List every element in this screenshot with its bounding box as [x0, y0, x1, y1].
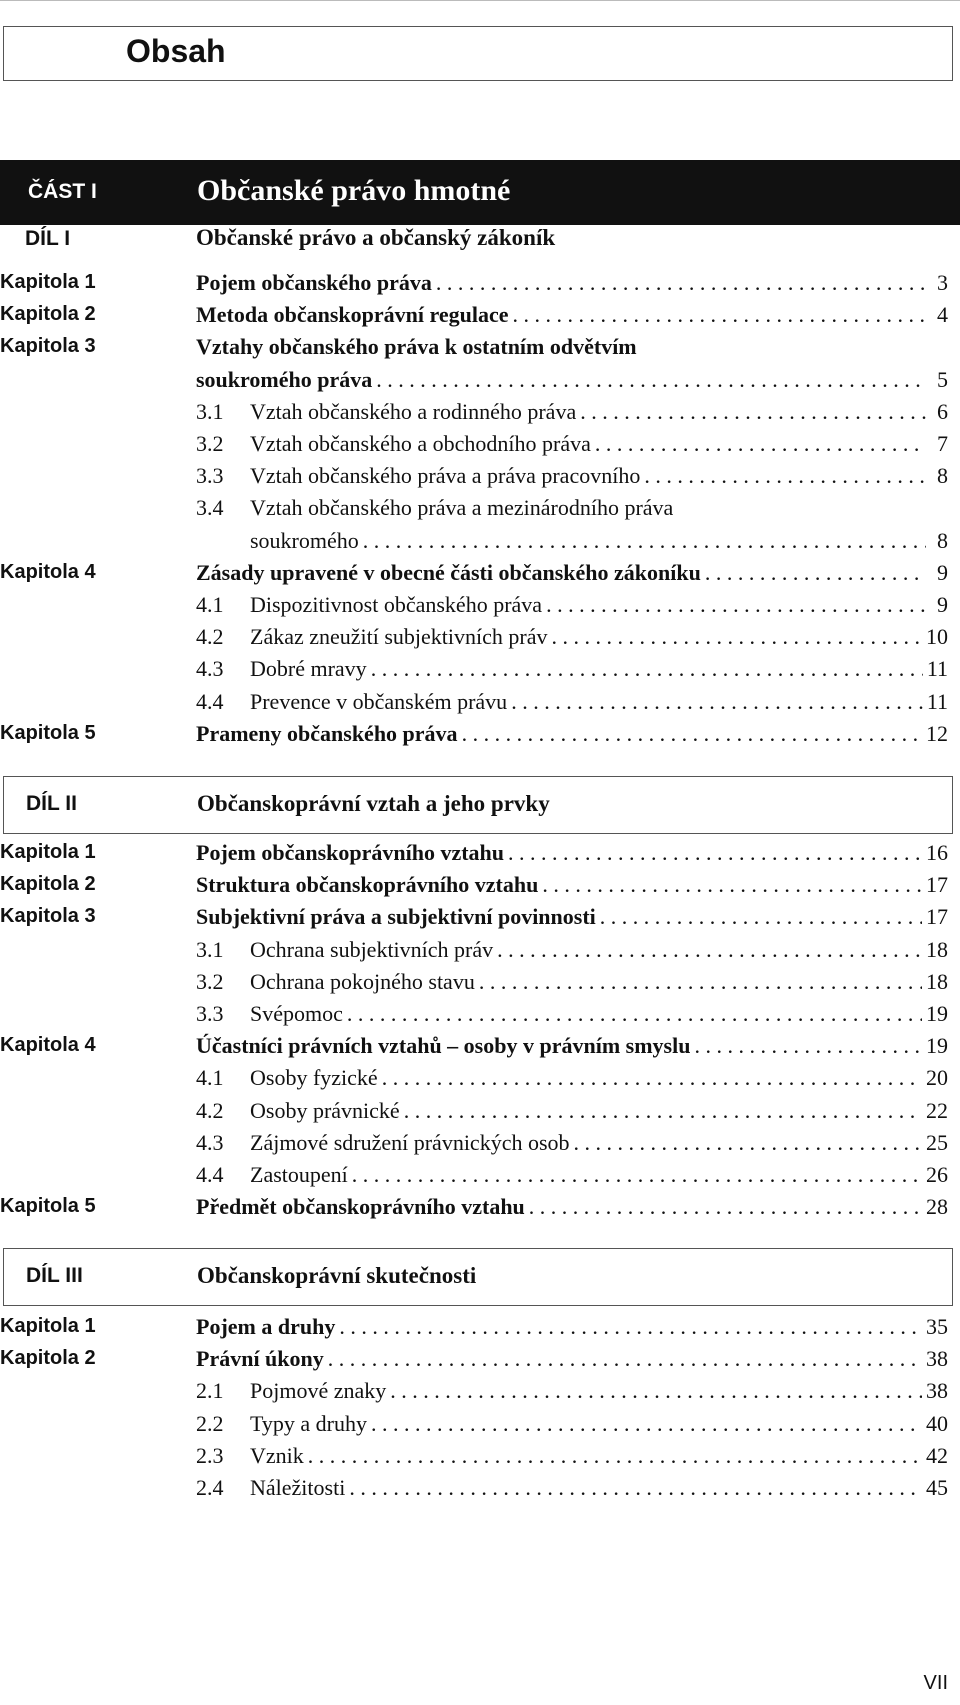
page-ref: 45 — [926, 1475, 948, 1500]
section-title: Občanské právo a občanský zákoník — [196, 225, 556, 250]
chapter-label: Kapitola 5 — [0, 1195, 96, 1218]
subsection-number: 4.2 — [196, 1097, 224, 1123]
subsection-title: Zákaz zneužití subjektivních práv — [250, 624, 548, 650]
chapter-label: Kapitola 5 — [0, 721, 96, 744]
dot-leader — [363, 524, 926, 558]
page-ref: 38 — [926, 1346, 948, 1372]
page-ref: 16 — [926, 840, 948, 865]
dot-leader — [339, 1310, 922, 1344]
page-ref: 22 — [926, 1097, 948, 1123]
dot-leader — [371, 1407, 922, 1441]
toc-entry[interactable] — [0, 1029, 960, 1063]
subsection-number: 4.3 — [196, 656, 224, 682]
part-header — [0, 160, 960, 225]
toc-entry[interactable] — [0, 868, 960, 902]
subsection-title: Vztah občanského a rodinného práva — [250, 398, 577, 424]
dot-leader — [512, 298, 926, 332]
subsection-title: Osoby právnické — [250, 1097, 400, 1123]
dot-leader — [390, 1374, 922, 1408]
section-label: DÍL II — [26, 792, 77, 815]
toc-entry[interactable] — [0, 1374, 960, 1408]
section-header — [0, 219, 960, 259]
toc-entry[interactable] — [0, 717, 960, 751]
subsection-number: 3.4 — [196, 495, 224, 521]
subsection-number: 2.4 — [196, 1475, 224, 1500]
dot-leader — [382, 1061, 922, 1095]
dot-leader — [508, 836, 922, 870]
subsection-title: Zastoupení — [250, 1162, 348, 1187]
subsection-number: 3.2 — [196, 968, 224, 994]
page-ref: 5 — [937, 366, 948, 392]
subsection-number: 2.1 — [196, 1378, 224, 1404]
subsection-title: Svépomoc — [250, 1001, 343, 1026]
dot-leader — [328, 1342, 922, 1376]
subsection-number: 4.4 — [196, 1162, 224, 1187]
chapter-label: Kapitola 3 — [0, 905, 96, 928]
chapter-title: Pojem občanskoprávního vztahu — [196, 840, 505, 865]
dot-leader — [347, 997, 922, 1031]
subsection-title: soukromého — [250, 527, 359, 553]
subsection-number: 3.3 — [196, 463, 224, 489]
chapter-title: Metoda občanskoprávní regulace — [196, 302, 509, 328]
toc-entry[interactable] — [0, 395, 960, 429]
toc-entry[interactable] — [0, 1342, 960, 1376]
toc-entry[interactable] — [0, 298, 960, 332]
toc-entry[interactable] — [0, 459, 960, 493]
page-ref: 9 — [937, 592, 948, 617]
dot-leader — [404, 1094, 922, 1128]
toc-entry[interactable] — [0, 1310, 960, 1344]
chapter-title: Pojem a druhy — [196, 1314, 336, 1339]
subsection-number: 4.4 — [196, 688, 224, 714]
dot-leader — [580, 395, 926, 429]
subsection-title: Typy a druhy — [250, 1410, 367, 1436]
subsection-number: 3.1 — [196, 936, 224, 962]
toc-entry[interactable] — [0, 1158, 960, 1192]
toc-entry[interactable] — [0, 1471, 960, 1505]
part-label: ČÁST I — [28, 180, 97, 203]
dot-leader — [511, 685, 923, 719]
dot-leader — [479, 965, 922, 999]
dot-leader — [574, 1126, 922, 1160]
dot-leader — [595, 427, 926, 461]
subsection-title: Dobré mravy — [250, 656, 367, 682]
subsection-title: Vztah občanského práva a práva pracovního — [250, 463, 641, 489]
dot-leader — [497, 933, 922, 967]
page-ref: 19 — [926, 1001, 948, 1026]
toc-entry[interactable] — [0, 524, 960, 558]
page-ref: 17 — [926, 904, 948, 930]
page-title: Obsah — [126, 33, 226, 69]
page-ref: 38 — [926, 1378, 948, 1404]
dot-leader — [552, 620, 923, 654]
toc-entry[interactable] — [0, 491, 960, 525]
page-ref: 8 — [937, 463, 948, 489]
page-ref: 4 — [937, 302, 948, 328]
chapter-title: Vztahy občanského práva k ostatním odvětvím — [196, 334, 637, 360]
page-ref: 25 — [926, 1129, 948, 1155]
toc-entry[interactable] — [0, 685, 960, 719]
toc-entry[interactable] — [0, 900, 960, 934]
section-title: Občanskoprávní skutečnosti — [197, 1263, 477, 1288]
chapter-label: Kapitola 4 — [0, 1034, 96, 1057]
dot-leader — [546, 588, 926, 622]
toc-entry[interactable] — [0, 1407, 960, 1441]
page-ref: 40 — [926, 1410, 948, 1436]
chapter-title: Předmět občanskoprávního vztahu — [196, 1194, 525, 1220]
page-ref: 9 — [937, 559, 948, 585]
page-ref: 17 — [926, 872, 948, 898]
subsection-title: Zájmové sdružení právnických osob — [250, 1129, 570, 1155]
toc-entry[interactable] — [0, 1061, 960, 1095]
chapter-label: Kapitola 4 — [0, 560, 96, 583]
chapter-title: Prameny občanského práva — [196, 720, 458, 746]
section-header — [3, 1248, 953, 1306]
page-ref: 12 — [926, 720, 948, 746]
dot-leader — [542, 868, 922, 902]
part-title: Občanské právo hmotné — [197, 174, 511, 207]
subsection-number: 2.3 — [196, 1442, 224, 1468]
page-ref: 20 — [926, 1065, 948, 1091]
subsection-title: Pojmové znaky — [250, 1378, 387, 1404]
dot-leader — [349, 1471, 922, 1505]
dot-leader — [436, 266, 926, 300]
section-label: DÍL I — [25, 227, 71, 250]
page-ref: 28 — [926, 1194, 948, 1220]
dot-leader — [705, 556, 926, 590]
subsection-number: 3.3 — [196, 1001, 224, 1026]
subsection-title: Ochrana subjektivních práv — [250, 936, 494, 962]
toc-entry[interactable] — [0, 266, 960, 300]
toc-entry[interactable] — [0, 965, 960, 999]
subsection-number: 3.2 — [196, 431, 224, 456]
subsection-title: Vznik — [250, 1442, 304, 1468]
dot-leader — [308, 1439, 922, 1473]
toc-entry[interactable] — [0, 1094, 960, 1128]
page-number: VII — [923, 1672, 948, 1694]
subsection-number: 4.2 — [196, 624, 224, 650]
section-title: Občanskoprávní vztah a jeho prvky — [197, 791, 550, 816]
page-ref: 11 — [926, 688, 948, 714]
chapter-label: Kapitola 2 — [0, 873, 96, 896]
subsection-number: 2.2 — [196, 1410, 224, 1436]
section-label: DÍL III — [26, 1264, 83, 1287]
toc-entry[interactable] — [0, 363, 960, 397]
toc-entry[interactable] — [0, 997, 960, 1031]
subsection-title: Náležitosti — [250, 1475, 346, 1500]
page-ref: 10 — [926, 624, 948, 650]
toc-entry[interactable] — [0, 588, 960, 622]
page-ref: 26 — [926, 1162, 948, 1187]
top-rule — [0, 0, 960, 1]
toc-title-box — [3, 26, 953, 81]
chapter-title: Pojem občanského práva — [196, 270, 432, 295]
dot-leader — [644, 459, 926, 493]
chapter-label: Kapitola 1 — [0, 1315, 96, 1337]
toc-entry[interactable] — [0, 620, 960, 654]
dot-leader — [600, 900, 922, 934]
page-ref: 18 — [926, 968, 948, 994]
toc-entry[interactable] — [0, 556, 960, 590]
toc-entry[interactable] — [0, 1190, 960, 1224]
chapter-title: soukromého práva — [196, 366, 373, 392]
subsection-number: 3.1 — [196, 398, 224, 424]
toc-entry[interactable] — [0, 330, 960, 364]
subsection-title: Vztah občanského a obchodního práva — [250, 431, 591, 456]
chapter-title: Zásady upravené v obecné části občanského zákoníku — [196, 559, 701, 585]
dot-leader — [371, 652, 923, 686]
toc-entry[interactable] — [0, 652, 960, 686]
page-ref: 19 — [926, 1033, 948, 1059]
page-ref: 7 — [937, 431, 948, 456]
chapter-label: Kapitola 3 — [0, 335, 96, 358]
chapter-label: Kapitola 2 — [0, 1347, 96, 1370]
chapter-title: Struktura občanskoprávního vztahu — [196, 872, 539, 898]
toc-entry[interactable] — [0, 1126, 960, 1160]
subsection-title: Dispozitivnost občanského práva — [250, 592, 543, 617]
page-ref: 18 — [926, 936, 948, 962]
chapter-title: Právní úkony — [196, 1346, 324, 1372]
subsection-number: 4.1 — [196, 1065, 224, 1091]
subsection-number: 4.3 — [196, 1129, 224, 1155]
chapter-label: Kapitola 2 — [0, 303, 96, 326]
dot-leader — [376, 363, 926, 397]
subsection-title: Ochrana pokojného stavu — [250, 968, 475, 994]
chapter-title: Účastníci právních vztahů – osoby v právním smyslu — [196, 1033, 691, 1059]
dot-leader — [529, 1190, 922, 1224]
toc-entry[interactable] — [0, 933, 960, 967]
page-ref: 35 — [926, 1314, 948, 1339]
toc-entry[interactable] — [0, 1439, 960, 1473]
dot-leader — [694, 1029, 922, 1063]
page-ref: 11 — [926, 656, 948, 682]
chapter-title: Subjektivní práva a subjektivní povinnosti — [196, 904, 596, 930]
toc-entry[interactable] — [0, 427, 960, 461]
subsection-title: Osoby fyzické — [250, 1065, 378, 1091]
dot-leader — [352, 1158, 922, 1192]
section-header — [3, 776, 953, 834]
subsection-title: Prevence v občanském právu — [250, 688, 508, 714]
page-ref: 8 — [937, 527, 948, 553]
page-ref: 6 — [937, 398, 948, 424]
dot-leader — [462, 717, 922, 751]
subsection-title: Vztah občanského práva a mezinárodního práva — [250, 495, 674, 521]
page-ref: 42 — [926, 1442, 948, 1468]
chapter-label: Kapitola 1 — [0, 841, 96, 863]
toc-entry[interactable] — [0, 836, 960, 870]
page-ref: 3 — [937, 270, 948, 295]
chapter-label: Kapitola 1 — [0, 271, 96, 293]
subsection-number: 4.1 — [196, 592, 224, 617]
